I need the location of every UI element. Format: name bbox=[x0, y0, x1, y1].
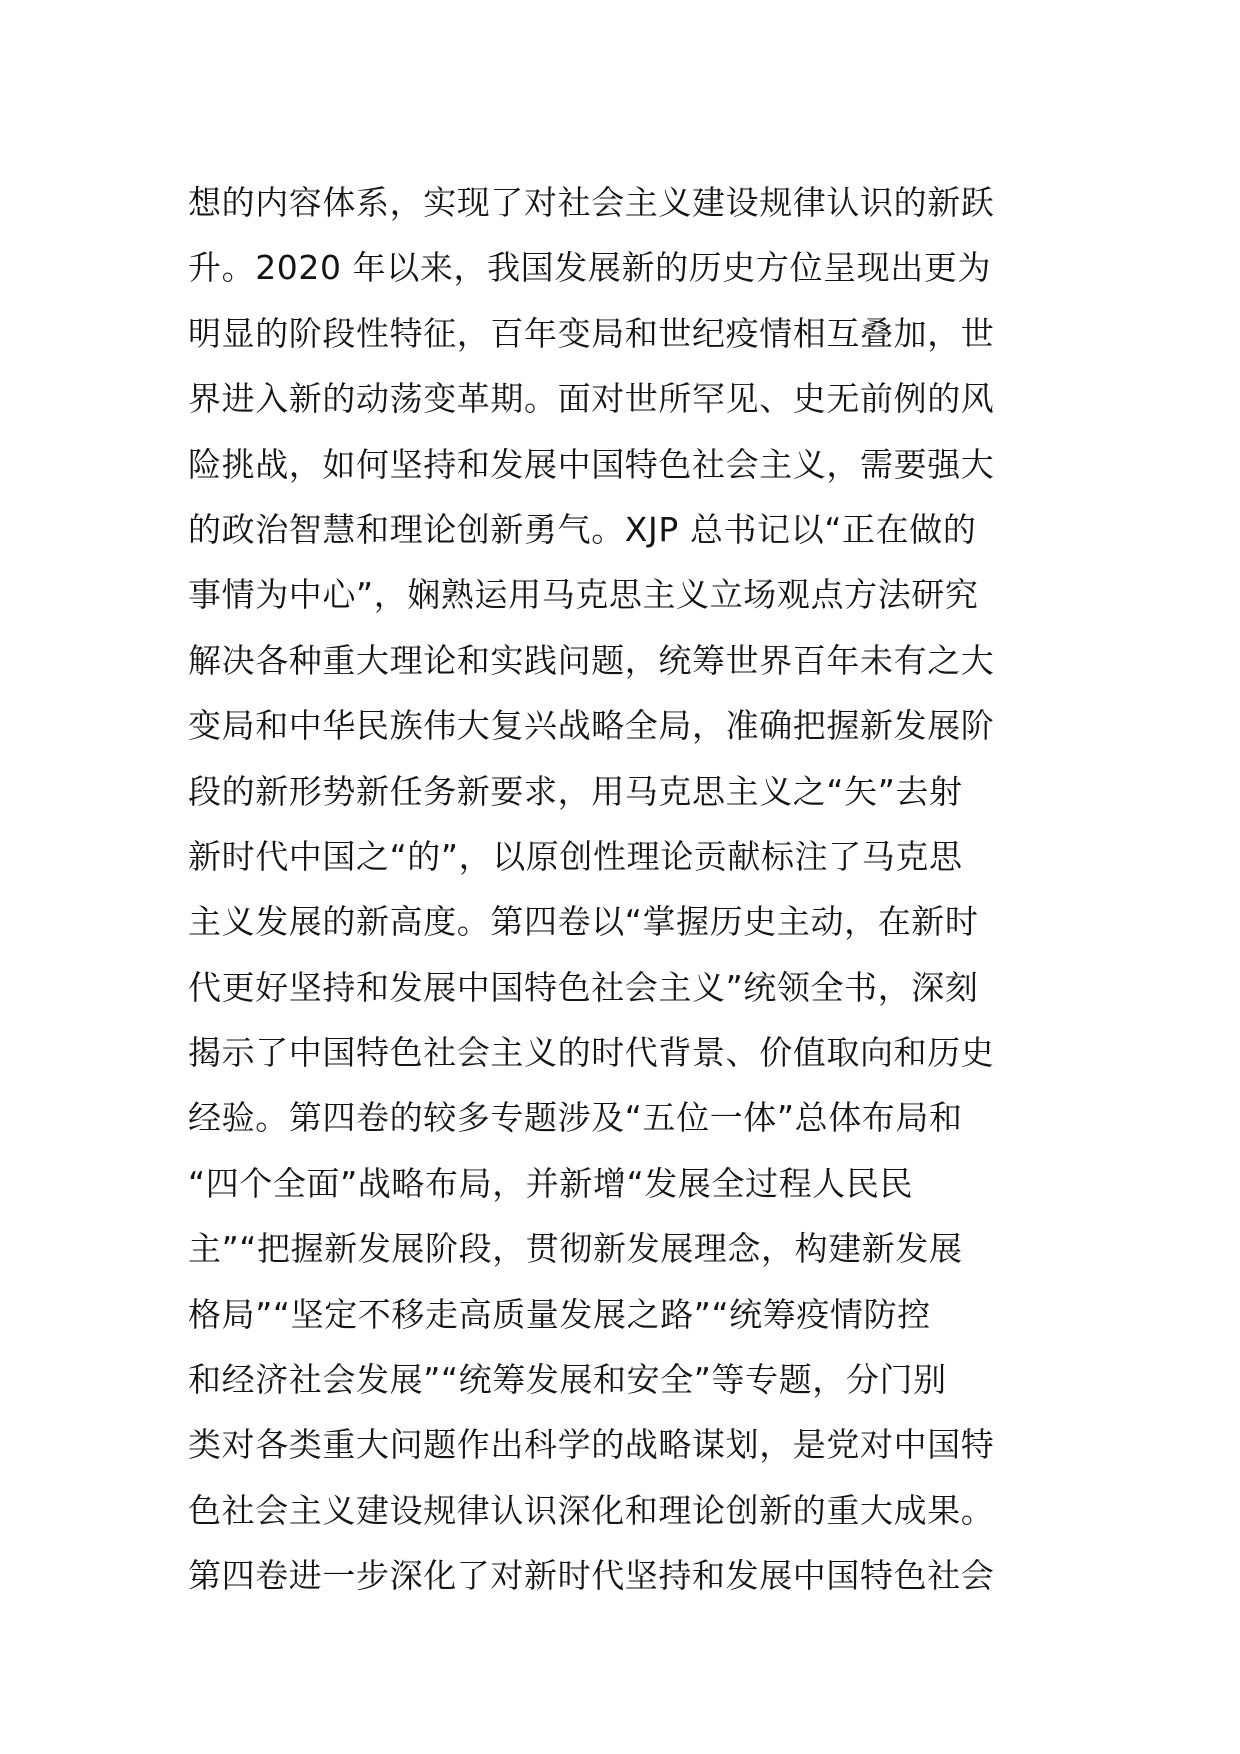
text-line-4: 界进入新的动荡变革期。面对世所罕见、史无前例的风 bbox=[188, 379, 995, 419]
text-line-8: 解决各种重大理论和实践问题，统筹世界百年未有之大 bbox=[188, 640, 995, 680]
text-line-6: 的政治智慧和理论创新勇气。XJP 总书记以“正在做的 bbox=[188, 509, 977, 549]
text-line-12: 主义发展的新高度。第四卷以“掌握历史主动，在新时 bbox=[188, 902, 979, 942]
text-line-10: 段的新形势新任务新要求，用马克思主义之“矢”去射 bbox=[188, 771, 963, 811]
text-line-9: 变局和中华民族伟大复兴战略全局，准确把握新发展阶 bbox=[188, 706, 995, 746]
text-line-1: 想的内容体系，实现了对社会主义建设规律认识的新跃 bbox=[188, 183, 995, 222]
text-line-22: 第四卷进一步深化了对新时代坚持和发展中国特色社会 bbox=[188, 1556, 995, 1596]
text-line-21: 色社会主义建设规律认识深化和理论创新的重大成果。 bbox=[188, 1490, 995, 1530]
text-line-13: 代更好坚持和发展中国特色社会主义”统领全书，深刻 bbox=[188, 967, 979, 1007]
body-text bbox=[188, 170, 1060, 1609]
text-line-20: 类对各类重大问题作出科学的战略谋划，是党对中国特 bbox=[188, 1425, 995, 1465]
text-line-2: 升。2020 年以来，我国发展新的历史方位呈现出更为 bbox=[188, 248, 992, 288]
text-line-15: 经验。第四卷的较多专题涉及“五位一体”总体布局和 bbox=[188, 1098, 963, 1138]
text-line-3: 明显的阶段性特征，百年变局和世纪疫情相互叠加，世 bbox=[188, 313, 995, 353]
text-line-5: 险挑战，如何坚持和发展中国特色社会主义，需要强大 bbox=[188, 444, 995, 484]
text-line-18: 格局”“坚定不移走高质量发展之路”“统筹疫情防控 bbox=[188, 1294, 931, 1334]
text-line-16: “四个全面”战略布局，并新增“发展全过程人民民 bbox=[188, 1163, 914, 1203]
text-line-14: 揭示了中国特色社会主义的时代背景、价值取向和历史 bbox=[188, 1033, 995, 1073]
text-line-19: 和经济社会发展”“统筹发展和安全”等专题，分门别 bbox=[188, 1360, 947, 1400]
text-line-17: 主”“把握新发展阶段，贯彻新发展理念，构建新发展 bbox=[188, 1229, 963, 1269]
text-line-11: 新时代中国之“的”，以原创性理论贡献标注了马克思 bbox=[188, 836, 963, 876]
text-line-7: 事情为中心”，娴熟运用马克思主义立场观点方法研究 bbox=[188, 575, 979, 615]
